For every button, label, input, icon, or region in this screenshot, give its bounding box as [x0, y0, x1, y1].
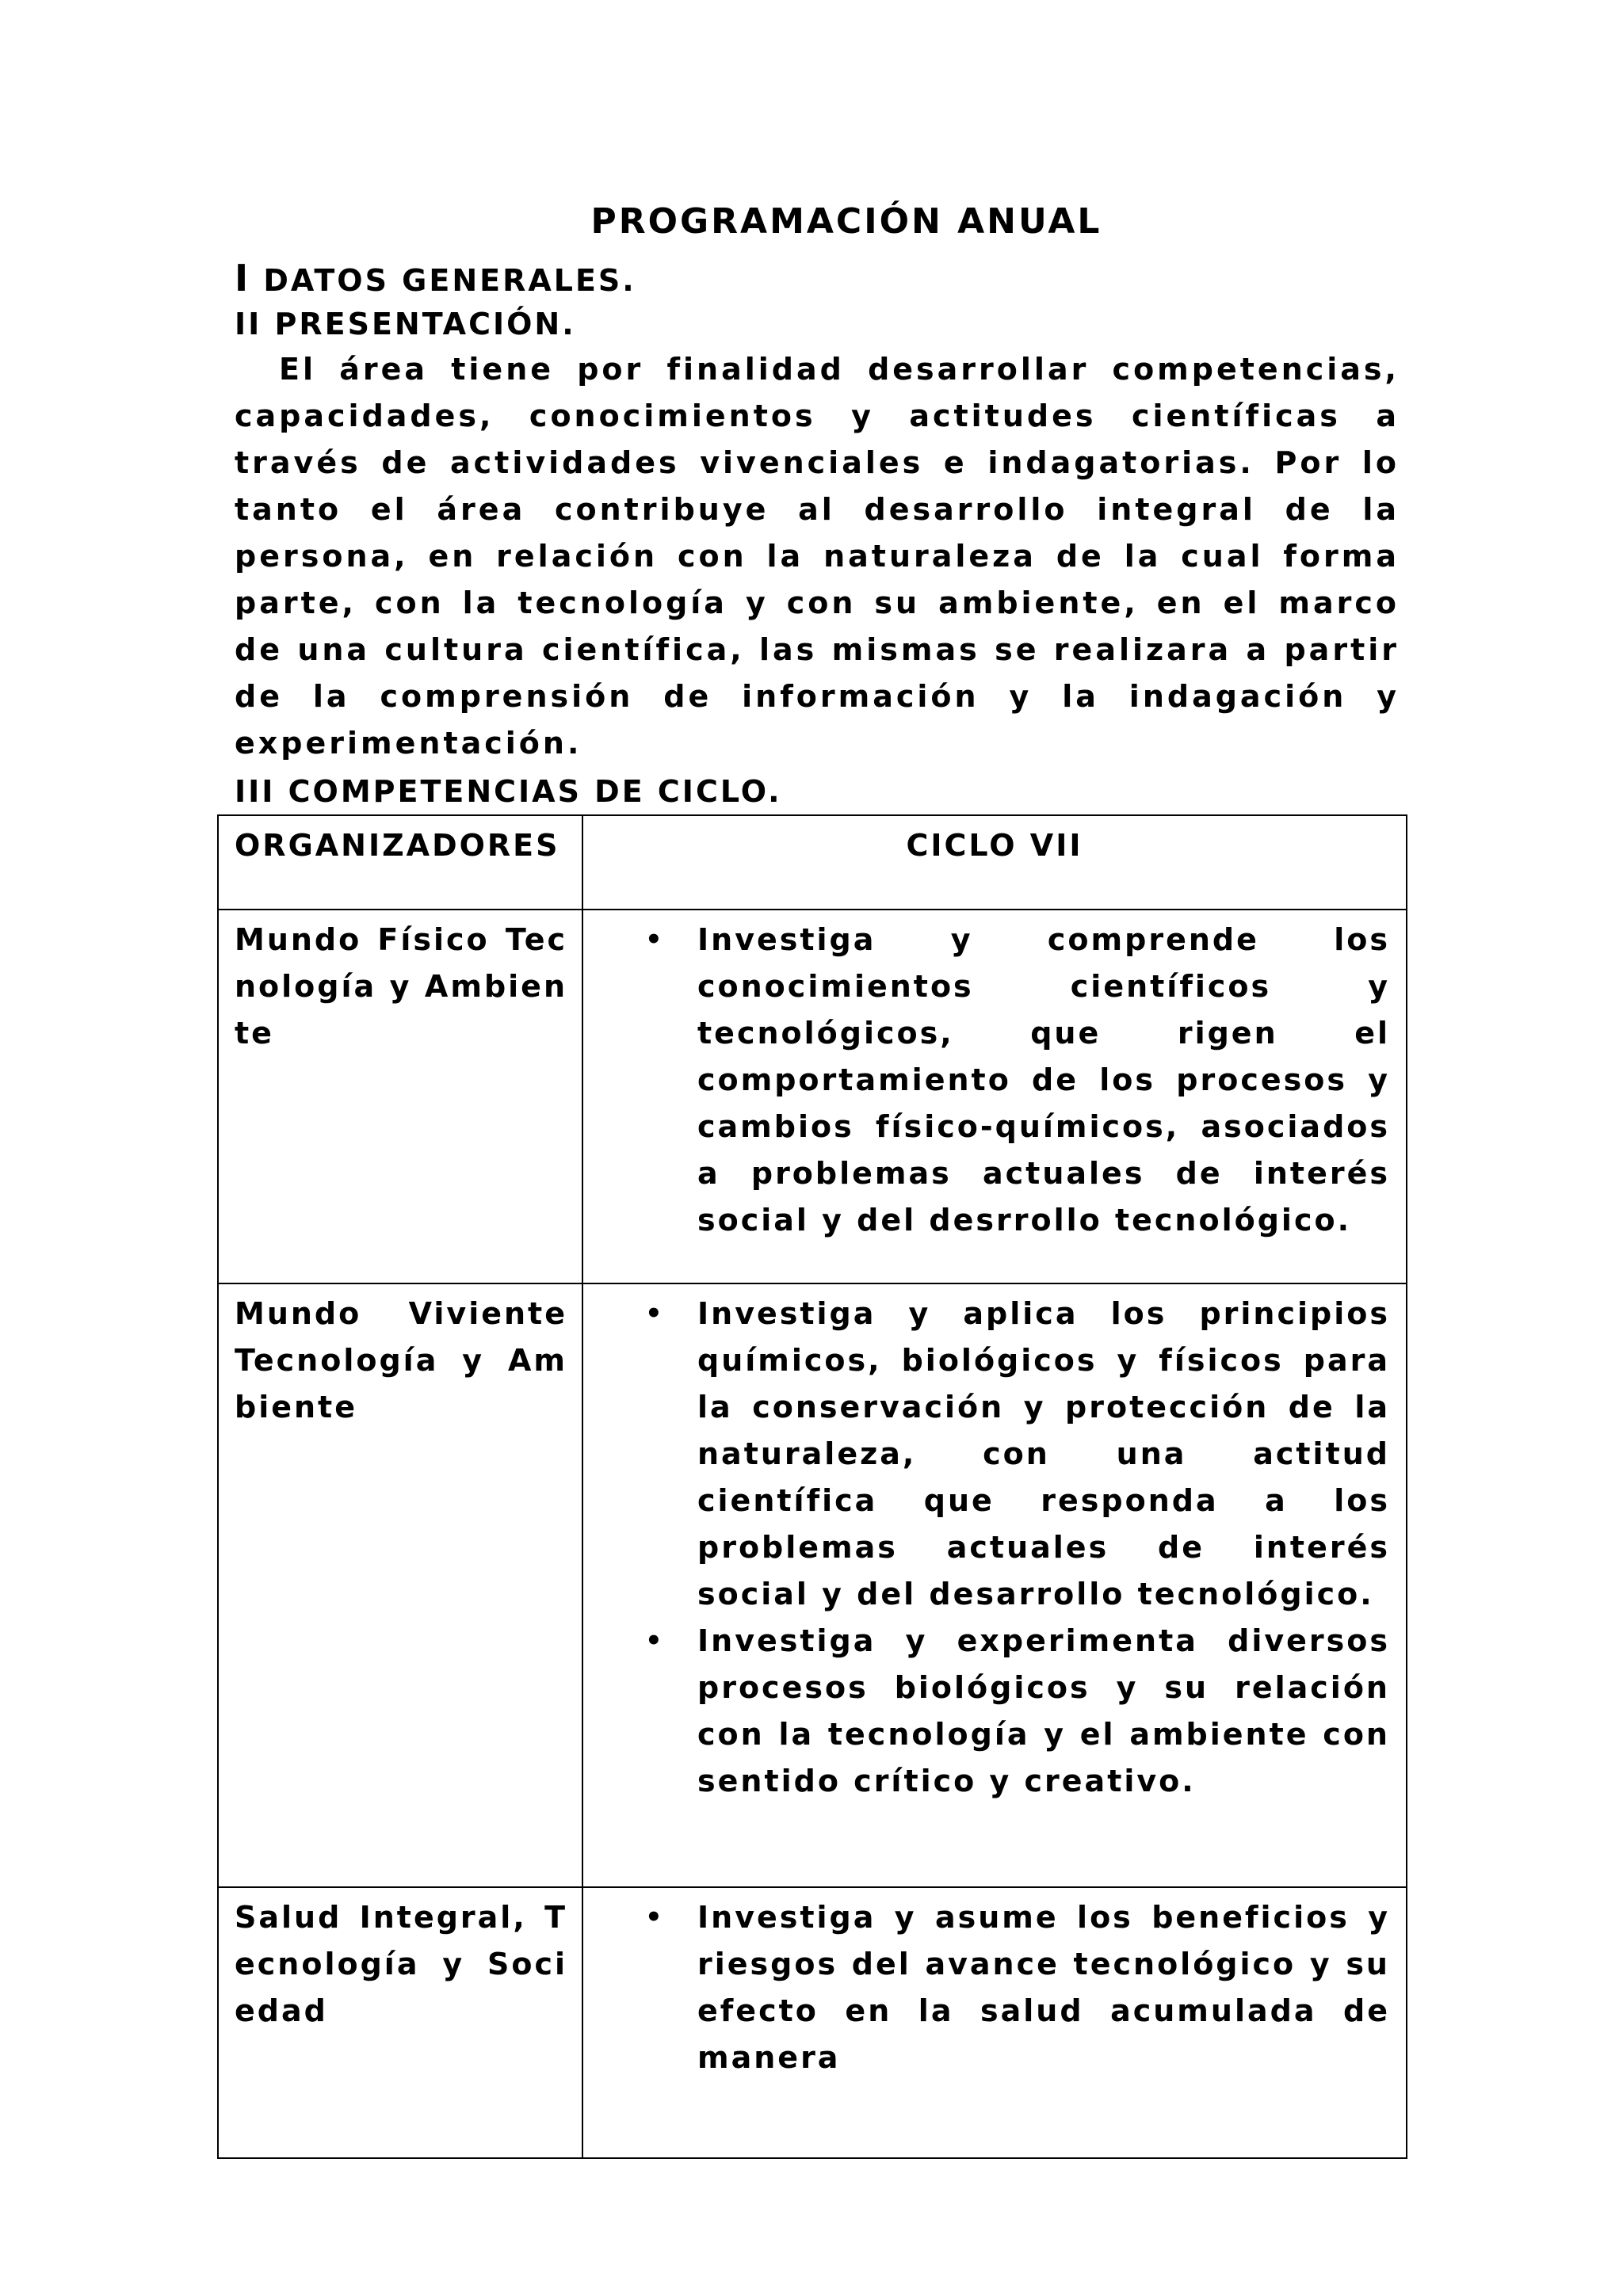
- section-number: I: [235, 257, 251, 299]
- organizer-label: Mundo Físico Tecnología y Ambiente: [235, 922, 567, 1051]
- organizer-cell: [218, 910, 582, 1283]
- section-heading-datos-generales: [235, 255, 636, 303]
- header-cycle: CICLO VII: [906, 828, 1083, 863]
- section-label: DATOS GENERALES.: [263, 263, 636, 298]
- competency-list: [583, 1284, 1406, 1805]
- organizer-label: Salud Integral, Tecnología y Sociedad: [235, 1900, 567, 2028]
- header-organizers: ORGANIZADORES: [235, 828, 560, 863]
- competency-list: [583, 1888, 1406, 2081]
- competency-item: • Investiga y experimenta diversos procesos biológicos y su relación con la tecnología y el ambiente con sentido crítico y creativo.: [697, 1618, 1390, 1805]
- organizer-cell: [218, 1283, 582, 1887]
- section-heading-competencias: [235, 769, 782, 814]
- presentation-paragraph: El área tiene por finalidad desarrollar competencias, capacidades, conocimientos y actitudes científicas a través de actividades vivenciales e indagatorias. Por lo tanto el área contribuye al desarrollo integral de la persona, en relación con la naturaleza de la cual forma parte, con la tecnología y con su ambiente, en el marco de una cultura científica, las mismas se realizara a partir de la comprensión de información y la indagación y experimentación.: [235, 352, 1400, 761]
- competency-cell: [582, 1283, 1407, 1887]
- competency-cell: [582, 1887, 1407, 2158]
- section-number: II: [235, 307, 262, 341]
- table-row: [218, 1283, 1407, 1887]
- section-number: III: [235, 774, 276, 809]
- header-cell-organizers: [218, 815, 582, 910]
- organizer-label: Mundo Viviente Tecnología y Ambiente: [235, 1296, 567, 1425]
- competency-item: • Investiga y aplica los principios químicos, biológicos y físicos para la conservación y protección de la naturaleza, con una actitud científica que responda a los problemas actuales de interés social y del desarrollo tecnológico.: [697, 1291, 1390, 1618]
- table-row: [218, 910, 1407, 1283]
- document-title: PROGRAMACIÓN ANUAL: [590, 201, 1102, 242]
- table-header-row: [218, 815, 1407, 910]
- competencies-table: [217, 814, 1407, 2159]
- section-label: COMPETENCIAS DE CICLO.: [288, 774, 782, 809]
- competency-cell: [582, 910, 1407, 1283]
- table-row: [218, 1887, 1407, 2158]
- header-cell-cycle: [582, 815, 1407, 910]
- organizer-cell: [218, 1887, 582, 2158]
- section-label: PRESENTACIÓN.: [274, 307, 576, 341]
- competency-item: • Investiga y comprende los conocimientos científicos y tecnológicos, que rigen el comportamiento de los procesos y cambios físico-químicos, asociados a problemas actuales de interés social y del desrrollo tecnológico.: [697, 917, 1390, 1244]
- competency-item: • Investiga y asume los beneficios y riesgos del avance tecnológico y su efecto en la salud acumulada de manera: [697, 1894, 1390, 2081]
- section-heading-presentacion: [235, 301, 576, 347]
- competency-list: [583, 910, 1406, 1244]
